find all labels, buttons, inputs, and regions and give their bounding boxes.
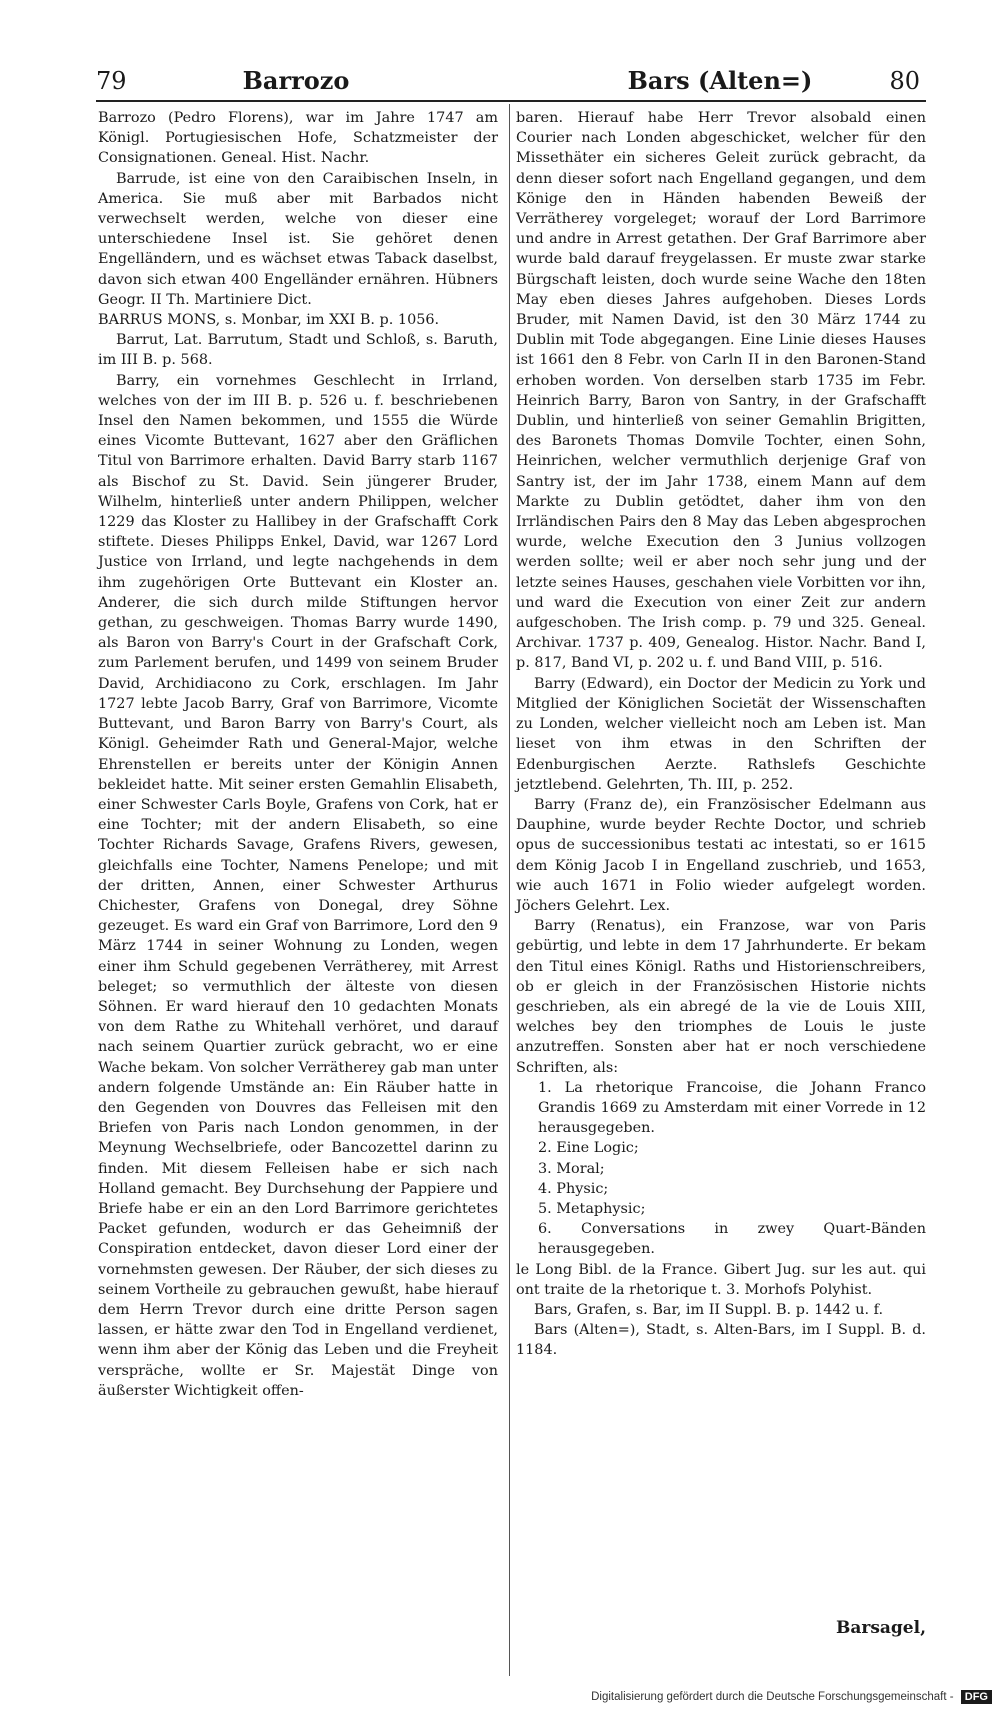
- works-item: 3. Moral;: [538, 1160, 605, 1177]
- footer-credit: [500, 1690, 992, 1704]
- footer-text: Digitalisierung gefördert durch die Deutsche Forschungsgemeinschaft -: [591, 1691, 954, 1703]
- entry-barry-renatus: Barry (Renatus), ein Franzose, war von Paris gebürtig, und lebte in dem 17 Jahrhunderte. Er bekam den Titul eines Königl. Raths und Historienschreibers, ob er gleich in der Französischen Historie nichts geschrieben, als ein abregé de la vie de Louis XIII, welches bey den triomphes de Louis le juste anzutreffen. Sonsten aber hat er noch verschiedene Schriften, als:: [516, 918, 926, 1076]
- entry-barry-continued: baren. Hierauf habe Herr Trevor alsobald einen Courier nach Londen abgeschicket, welcher für den Missethäter ein sicheres Geleit zurück gebracht, da denn dieser sofort nach Engelland gegangen, und dem Könige den in Händen habenden Beweiß der Verrätherey vorgeleget; worauf der Lord Barrimore und andre in Arrest getathen. Der Graf Barrimore aber wurde bald darauf freygelassen. Er muste zwar starke Bürgschaft leisten, doch wurde seine Wache den 18ten May eben dieses Jahres aufgehoben. Dieses Lords Bruder, mit Namen David, ist den 30 März 1744 zu Dublin mit Tode abgegangen. Eine Linie dieses Hauses ist 1661 den 8 Febr. von Carln II in den Baronen-Stand erhoben worden. Von derselben starb 1735 im Febr. Heinrich Barry, Baron von Santry, in der Grafschafft Dublin, und hinterließ von seiner Gemahlin Brigitten, des Baronets Thomas Domvile Tochter, einen Sohn, Heinrichen, welcher vermuthlich derjenige Graf von Santry ist, der im Jahr 1738, einem Mann auf dem Markte zu Dublin getödtet, daher ihm von den Irrländischen Pairs den 8 May das Leben abgesprochen wurde, welche Execution den 3 Junius vollzogen werden sollte; weil er aber noch sehr jung und der letzte seines Hauses, geschahen viele Vorbitten vor ihn, und ward die Execution von einer Zeit zur andern aufgeschoben. The Irish comp. p. 79 und 325. Geneal. Archivar. 1737 p. 409, Genealog. Histor. Nachr. Band I, p. 817, Band VI, p. 202 u. f. und Band VIII, p. 516.: [516, 110, 926, 672]
- entry-references: le Long Bibl. de la France. Gibert Jug. sur les aut. qui ont traite de la rhetorique t. 3. Morhofs Polyhist.: [516, 1261, 926, 1298]
- entry-barry-edward: Barry (Edward), ein Doctor der Medicin zu York und Mitglied der Königlichen Societät der Wissenschaften zu Londen, welcher vielleicht noch am Leben ist. Man lieset von ihm etwas in den Schriften der Edenburgischen Aerzte. Rathslefs Geschichte jetztlebend. Gelehrten, Th. III, p. 252.: [516, 675, 926, 793]
- entry-bars-alten: Bars (Alten=), Stadt, s. Alten-Bars, im I Suppl. B. d. 1184.: [516, 1322, 926, 1359]
- header-rule: [96, 100, 926, 102]
- entry-bars-grafen: Bars, Grafen, s. Bar, im II Suppl. B. p. 1442 u. f.: [534, 1301, 884, 1318]
- entry-barrozo: Barrozo (Pedro Florens), war im Jahre 1747 am Königl. Portugiesischen Hofe, Schatzmeister der Consignationen. Geneal. Hist. Nachr.: [98, 110, 498, 167]
- entry-barrude: Barrude, ist eine von den Caraibischen Inseln, in America. Sie muß aber mit Barbados nicht verwechselt werden, welche von dieser eine unterschiedene Insel ist. Sie gehöret denen Engelländern, und es wächset etwas Taback daselbst, davon sich etwan 400 Engelländer ernähren. Hübners Geogr. II Th. Martiniere Dict.: [98, 170, 498, 308]
- works-item: 4. Physic;: [538, 1180, 609, 1197]
- right-column: [516, 108, 926, 1361]
- column-divider: [509, 104, 510, 1676]
- works-item: 2. Eine Logic;: [538, 1140, 639, 1157]
- entry-barrut: Barrut, Lat. Barrutum, Stadt und Schloß, s. Baruth, im III B. p. 568.: [98, 332, 498, 369]
- entry-barry-family: Barry, ein vornehmes Geschlecht in Irrland, welches von der im III B. p. 526 u. f. beschriebenen Insel den Namen bekommen, und 1555 die Würde eines Vicomte Buttevant, 1627 aber den Gräflichen Titul von Barrimore erhalten. David Barry starb 1167 als Bischof zu St. David. Sein jüngerer Bruder, Wilhelm, hinterließ unter andern Philippen, welcher 1229 das Kloster zu Hallibey in der Grafschafft Cork stiftete. Dieses Philipps Enkel, David, war 1267 Lord Justice von Irrland, und legte nachgehends in dem ihm zugehörigen Orte Buttevant ein Kloster an. Anderer, die sich durch milde Stiftungen hervor gethan, zu geschweigen. Thomas Barry wurde 1490, als Baron von Barry's Court in der Grafschaft Cork, zum Parlement berufen, und 1499 von seinem Bruder David, Archidiacono zu Cork, erschlagen. Im Jahr 1727 lebte Jacob Barry, Graf von Barrimore, Vicomte Buttevant, und Baron Barry von Barry's Court, als Königl. Geheimder Rath und General-Major, welche Ehrenstellen er bereits unter der Königin Annen bekleidet hatte. Mit seiner ersten Gemahlin Elisabeth, einer Schwester Carls Boyle, Grafens von Cork, hat er eine Tochter; mit der andern Elisabeth, so eine Tochter Richards Savage, Grafens Rivers, gewesen, gleichfalls eine Tochter, Namens Penelope; und mit der dritten, Annen, einer Schwester Arthurus Chichester, Grafens von Donegal, drey Söhne gezeuget. Es ward ein Graf von Barrimore, Lord den 9 März 1744 in seiner Wohnung zu Londen, wegen einer ihm Schuld gegebenen Verrätherey, mit Arrest beleget; so vermuthlich der älteste von diesen Söhnen. Er ward hierauf den 10 gedachten Monats von dem Rathe zu Whitehall verhöret, und darauf nach seinem Quartier zurück gebracht, wo er eine Wache bekam. Von solcher Verrätherey gab man unter andern folgende Umstände an: Ein Räuber hatte in den Gegenden von Douvres das Felleisen mit den Briefen von Paris nach London genommen, in der Meynung Wechselbriefe, oder Bancozettel darinn zu finden. Mit diesem Felleisen habe er sich nach Holland gemacht. Bey Durchsehung der Pappiere und Briefe habe er ein an den Lord Barrimore gerichtetes Packet gefunden, wodurch er das Geheimniß der Conspiration entdecket, davon dieser Lord einer der vornehmsten gewesen. Der Räuber, der sich dieses zu seinem Vortheile zu gebrauchen gewußt, habe hierauf dem Herrn Trevor durch eine dritte Person sagen lassen, er hätte zwar den Tod in Engelland verdienet, wenn ihm aber der König das Leben und die Freyheit verspräche, wollte er Sr. Majestät Dinge von äußerster Wichtigkeit offen-: [98, 372, 498, 1399]
- works-list: [516, 1078, 926, 1260]
- works-item: 6. Conversations in zwey Quart-Bänden herausgegeben.: [538, 1221, 926, 1258]
- left-page-number: 79: [96, 67, 127, 95]
- catchword: Barsagel,: [835, 1618, 926, 1638]
- left-head-title: Barrozo: [242, 66, 350, 95]
- dfg-logo: DFG: [961, 1690, 992, 1704]
- right-head-title: Bars (Alten=): [627, 66, 813, 95]
- entry-barrus-mons: BARRUS MONS, s. Monbar, im XXI B. p. 1056.: [98, 312, 440, 329]
- right-page-number: 80: [889, 67, 920, 95]
- right-running-head: [520, 66, 920, 100]
- works-item: 5. Metaphysic;: [538, 1200, 646, 1217]
- left-running-head: [96, 66, 496, 100]
- left-column: [98, 108, 498, 1401]
- works-item: 1. La rhetorique Francoise, die Johann Franco Grandis 1669 zu Amsterdam mit einer Vorrede in 12 herausgegeben.: [538, 1079, 926, 1137]
- entry-barry-franz: Barry (Franz de), ein Französischer Edelmann aus Dauphine, wurde beyder Rechte Doctor, und schrieb opus de successionibus testati ac intestati, so er 1615 dem König Jacob I in Engelland zuschrieb, und 1653, wie auch 1671 in Folio wieder aufgelegt worden. Jöchers Gelehrt. Lex.: [516, 796, 926, 914]
